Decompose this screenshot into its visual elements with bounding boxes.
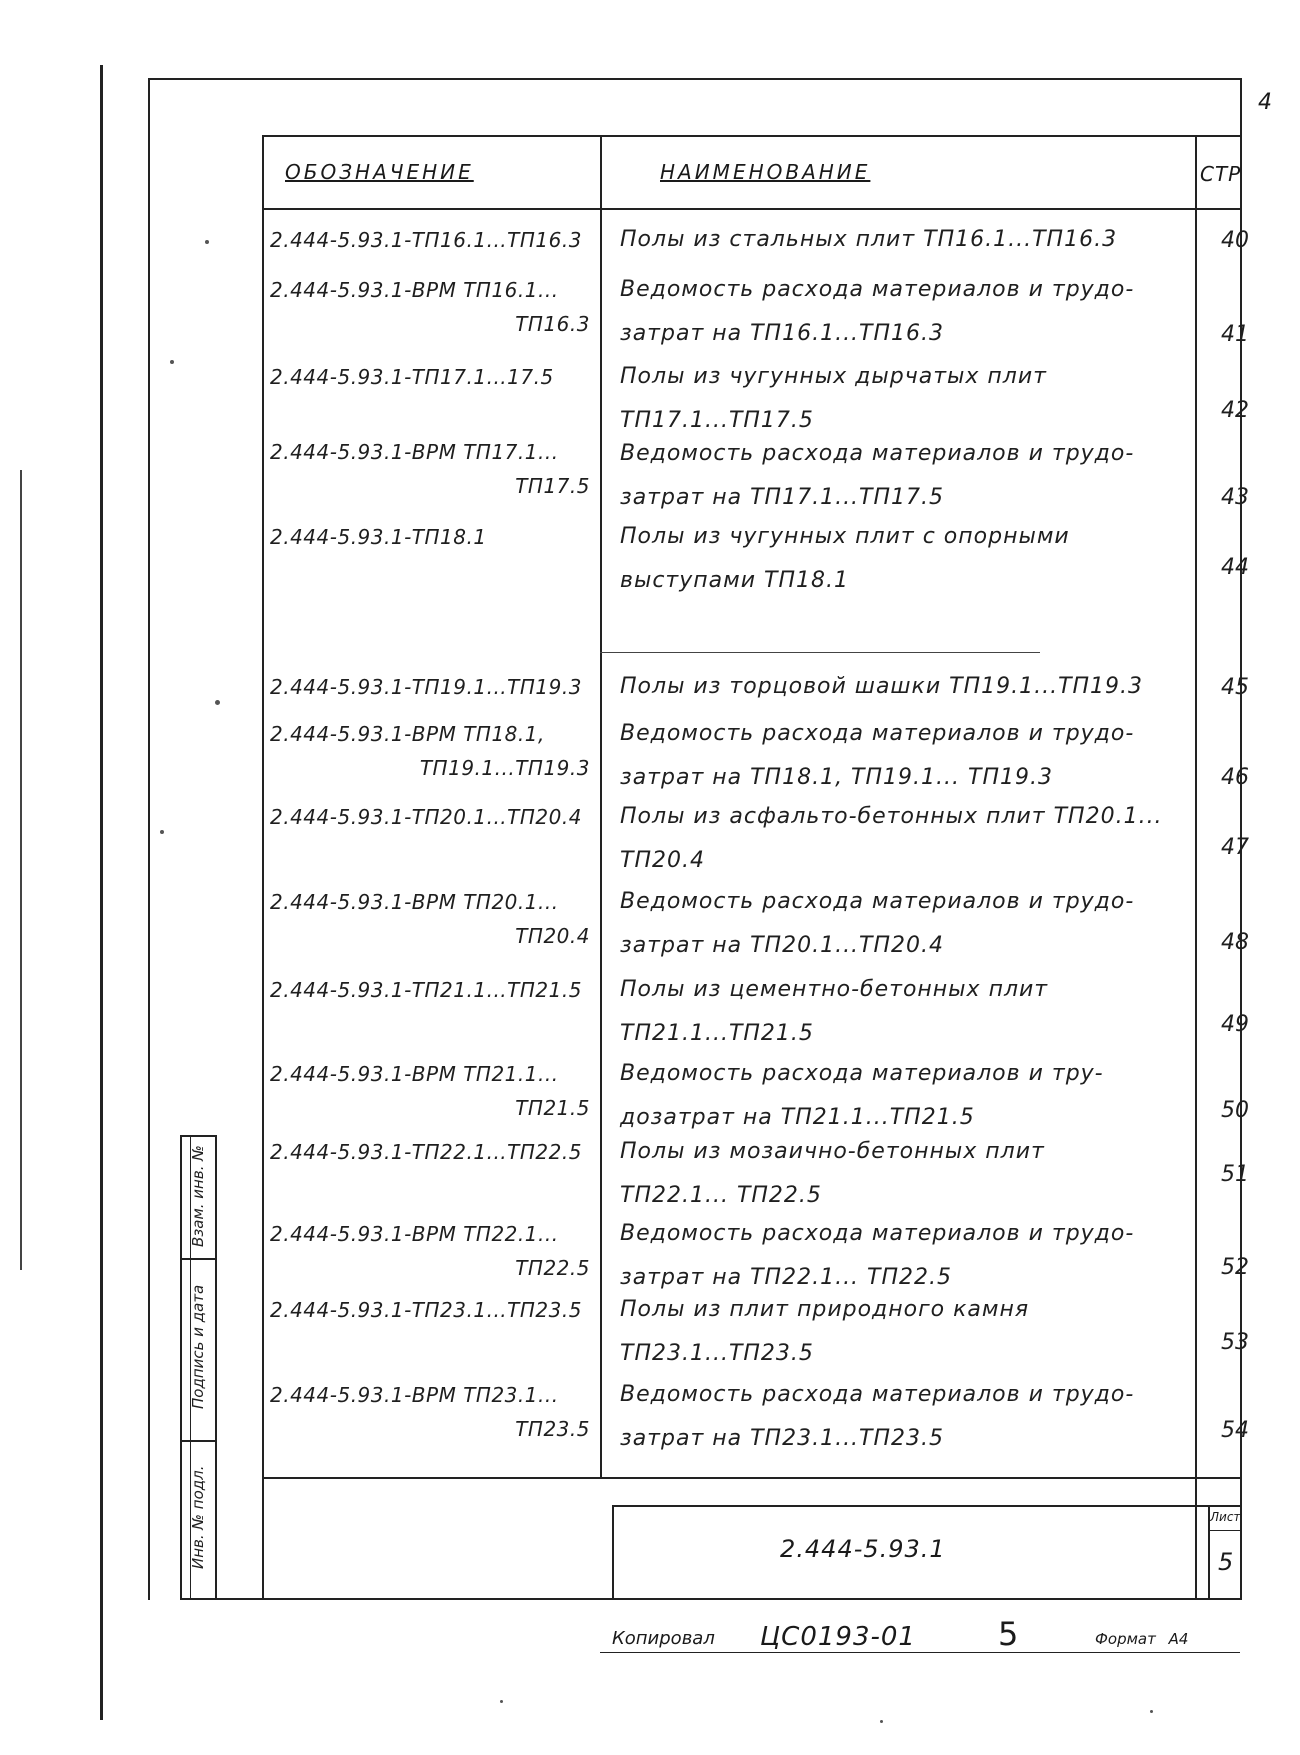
row-page: 54 [1221, 1418, 1249, 1443]
row-designation-cont: ТП22.5 [515, 1256, 590, 1280]
row-designation-cont: ТП16.3 [515, 312, 590, 336]
row-separator [600, 652, 1040, 653]
row-name: Ведомость расхода материалов и тру- [620, 1061, 1104, 1086]
row-designation-cont: ТП23.5 [515, 1417, 590, 1441]
row-name: Ведомость расхода материалов и трудо- [620, 889, 1135, 914]
row-page: 40 [1221, 228, 1249, 253]
table-header-bottom [262, 208, 1240, 210]
table-end [262, 1477, 1240, 1479]
row-designation: 2.444-5.93.1-ТП17.1...17.5 [270, 365, 554, 389]
stamp-code: 2.444-5.93.1 [780, 1535, 946, 1563]
row-name: Ведомость расхода материалов и трудо- [620, 721, 1135, 746]
row-page: 48 [1221, 930, 1249, 955]
row-name: Полы из цементно-бетонных плит [620, 977, 1049, 1002]
header-designation: ОБОЗНАЧЕНИЕ [285, 160, 474, 184]
row-page: 50 [1221, 1098, 1249, 1123]
footer-number: 5 [998, 1615, 1019, 1653]
row-name-cont: ТП20.4 [620, 848, 705, 873]
row-designation-cont: ТП20.4 [515, 924, 590, 948]
row-designation: 2.444-5.93.1-ВРМ ТП16.1... [270, 278, 559, 302]
row-designation-cont: ТП19.1...ТП19.3 [419, 756, 590, 780]
row-name-cont: выступами ТП18.1 [620, 568, 849, 593]
table-left [262, 135, 264, 1598]
row-name: Полы из мозаично-бетонных плит [620, 1139, 1045, 1164]
row-designation: 2.444-5.93.1-ВРМ ТП18.1, [270, 722, 545, 746]
frame-left-outer [100, 65, 103, 1720]
row-name: Полы из стальных плит ТП16.1...ТП16.3 [620, 227, 1118, 252]
row-name-cont: затрат на ТП22.1... ТП22.5 [620, 1265, 953, 1290]
row-name-cont: ТП21.1...ТП21.5 [620, 1021, 814, 1046]
row-name-cont: затрат на ТП16.1...ТП16.3 [620, 321, 945, 346]
row-name-cont: ТП23.1...ТП23.5 [620, 1341, 814, 1366]
table-top [262, 135, 1240, 137]
row-designation-cont: ТП17.5 [515, 474, 590, 498]
row-name-cont: затрат на ТП23.1...ТП23.5 [620, 1426, 945, 1451]
scan-speck [205, 240, 209, 244]
row-name: Полы из асфальто-бетонных плит ТП20.1... [620, 804, 1163, 829]
side-col-top [180, 1135, 215, 1137]
row-designation: 2.444-5.93.1-ТП20.1...ТП20.4 [270, 805, 582, 829]
row-name: Ведомость расхода материалов и трудо- [620, 1221, 1135, 1246]
row-name: Полы из чугунных плит с опорными [620, 524, 1070, 549]
row-page: 44 [1221, 555, 1249, 580]
row-page: 45 [1221, 675, 1249, 700]
stamp-left [612, 1505, 614, 1598]
footer-copied-value: ЦС0193-01 [760, 1622, 916, 1652]
table-col-divider [600, 135, 602, 1477]
frame-left [148, 80, 150, 1600]
footer-format-label: Формат А4 [1095, 1630, 1189, 1648]
scan-speck [160, 830, 164, 834]
row-designation: 2.444-5.93.1-ТП19.1...ТП19.3 [270, 675, 582, 699]
row-designation-cont: ТП21.5 [515, 1096, 590, 1120]
row-designation: 2.444-5.93.1-ВРМ ТП20.1... [270, 890, 559, 914]
frame-top [148, 78, 1240, 80]
row-page: 42 [1221, 398, 1249, 423]
row-designation: 2.444-5.93.1-ТП18.1 [270, 525, 487, 549]
row-page: 47 [1221, 835, 1249, 860]
row-name-cont: затрат на ТП20.1...ТП20.4 [620, 933, 945, 958]
scan-speck [215, 700, 220, 705]
row-designation: 2.444-5.93.1-ВРМ ТП17.1... [270, 440, 559, 464]
scan-speck [20, 470, 22, 1270]
row-page: 41 [1221, 322, 1249, 347]
scan-speck [500, 1700, 503, 1703]
footer-copied-label: Копировал [612, 1628, 715, 1649]
side-label-signature-date: Подпись и дата [189, 1284, 207, 1409]
row-name: Ведомость расхода материалов и трудо- [620, 1382, 1135, 1407]
row-name-cont: ТП22.1... ТП22.5 [620, 1183, 822, 1208]
stamp-sheet-label: Лист [1210, 1510, 1241, 1524]
row-name: Полы из торцовой шашки ТП19.1...ТП19.3 [620, 674, 1144, 699]
row-page: 53 [1221, 1330, 1249, 1355]
row-name: Ведомость расхода материалов и трудо- [620, 277, 1135, 302]
row-name: Полы из плит природного камня [620, 1297, 1030, 1322]
corner-page-number: 4 [1258, 90, 1273, 115]
corner-tick [1240, 85, 1242, 115]
header-name: НАИМЕНОВАНИЕ [660, 160, 871, 184]
row-name-cont: затрат на ТП17.1...ТП17.5 [620, 485, 945, 510]
side-label-inv-original: Инв. № подл. [189, 1465, 207, 1569]
row-name-cont: дозатрат на ТП21.1...ТП21.5 [620, 1105, 975, 1130]
scan-speck [880, 1720, 883, 1723]
side-col-left [180, 1135, 182, 1598]
row-name-cont: ТП17.1...ТП17.5 [620, 408, 814, 433]
row-designation: 2.444-5.93.1-ВРМ ТП23.1... [270, 1383, 559, 1407]
row-page: 43 [1221, 485, 1249, 510]
side-col-right [215, 1135, 217, 1598]
row-designation: 2.444-5.93.1-ТП21.1...ТП21.5 [270, 978, 582, 1002]
row-page: 46 [1221, 765, 1249, 790]
frame-bottom [180, 1598, 1242, 1600]
header-page: СТР [1200, 162, 1242, 186]
row-name: Ведомость расхода материалов и трудо- [620, 441, 1135, 466]
scan-speck [170, 360, 174, 364]
row-page: 49 [1221, 1012, 1249, 1037]
stamp-sheet-number: 5 [1218, 1548, 1235, 1576]
row-designation: 2.444-5.93.1-ВРМ ТП22.1... [270, 1222, 559, 1246]
row-page: 51 [1221, 1162, 1249, 1187]
side-col-sep1 [180, 1258, 215, 1260]
scan-speck [1150, 1710, 1153, 1713]
row-name: Полы из чугунных дырчатых плит [620, 364, 1047, 389]
footer-line [600, 1652, 1240, 1653]
row-designation: 2.444-5.93.1-ТП16.1...ТП16.3 [270, 228, 582, 252]
stamp-top [612, 1505, 1240, 1507]
side-col-sep2 [180, 1440, 215, 1442]
row-designation: 2.444-5.93.1-ВРМ ТП21.1... [270, 1062, 559, 1086]
row-name-cont: затрат на ТП18.1, ТП19.1... ТП19.3 [620, 765, 1053, 790]
stamp-sheet-line [1208, 1530, 1240, 1531]
row-designation: 2.444-5.93.1-ТП23.1...ТП23.5 [270, 1298, 582, 1322]
row-designation: 2.444-5.93.1-ТП22.1...ТП22.5 [270, 1140, 582, 1164]
row-page: 52 [1221, 1255, 1249, 1280]
side-label-replace-inv: Взам. инв. № [189, 1145, 207, 1247]
